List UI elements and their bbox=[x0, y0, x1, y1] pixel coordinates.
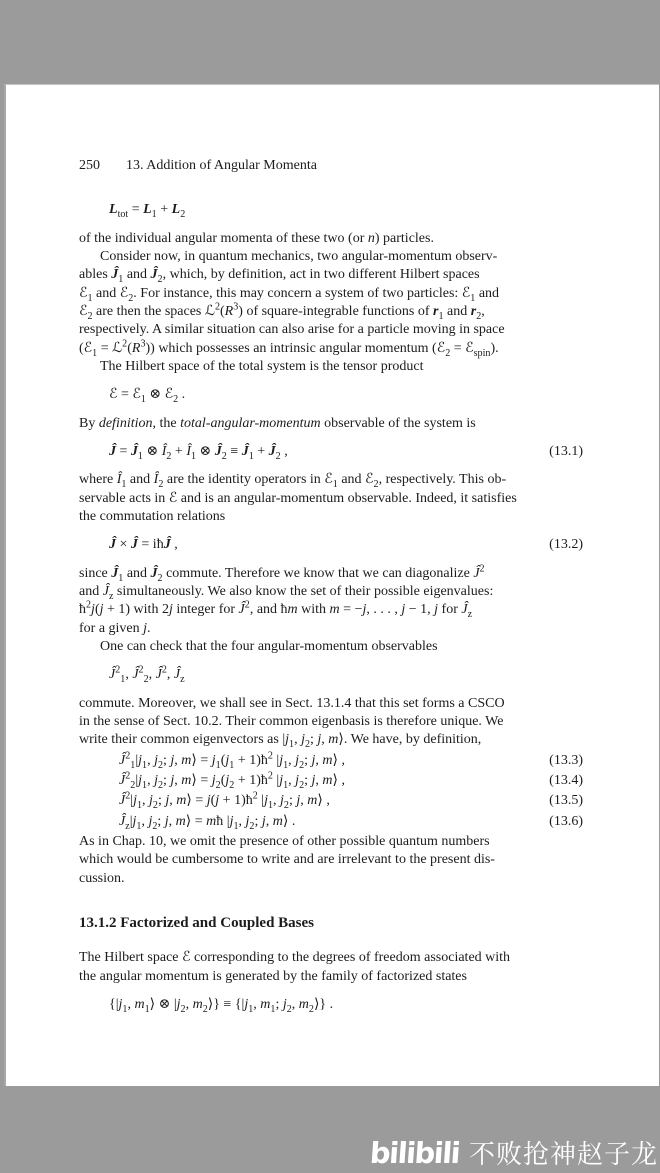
display-equation-ltot: $L_{tot} = L_1 + L_2$ bbox=[109, 202, 186, 221]
text-line: the angular momentum is generated by the family of factorized states bbox=[79, 968, 467, 984]
display-equation-tensor: ℰ = ℰ$_1$ ⊗ ℰ$_2$ . bbox=[109, 387, 186, 406]
text-line: in the sense of Sect. 10.2. Their common eigenbasis is therefore unique. We bbox=[79, 713, 504, 729]
text-line: of the individual angular momenta of these two (or n) particles. bbox=[79, 230, 434, 246]
text-line: write their common eigenvectors as $|j_1$, $j_2$; j, m⟩. We have, by definition, bbox=[79, 732, 482, 750]
text-line: The Hilbert space of the total system is the tensor product bbox=[100, 358, 424, 374]
text-line: By definition, the total-angular-momentum observable of the system is bbox=[79, 415, 476, 431]
equation-number: (13.3) bbox=[549, 752, 583, 768]
section-heading: 13.1.2 Factorized and Coupled Bases bbox=[79, 914, 315, 931]
text-line: cussion. bbox=[79, 870, 125, 886]
text-line: Consider now, in quantum mechanics, two angular-momentum observ- bbox=[100, 248, 498, 264]
display-equation: $Ĵ^2|j_1$, $j_2$; j, m⟩ = $j(j + 1)ħ^2$ $|j_1$, $j_2$; j, m⟩ , bbox=[119, 790, 330, 811]
equation-number: (13.5) bbox=[549, 793, 583, 809]
equation-row-13-6 bbox=[79, 813, 583, 831]
display-equation-factorized: {$|j_1$, $m_1⟩$ ⊗ $|j_2$, $m_2⟩\} \equiv \{|j_1$, $m_1$; $j_2$, $m_2⟩$} . bbox=[109, 997, 334, 1015]
watermark-text: 不败抢神赵子龙 bbox=[468, 1140, 658, 1170]
text-line: As in Chap. 10, we omit the presence of other possible quantum numbers bbox=[79, 833, 490, 849]
book-page bbox=[4, 84, 659, 1086]
equation-row-13-3 bbox=[79, 749, 583, 771]
text-line: respectively. A similar situation can also arise for a particle moving in space bbox=[79, 322, 505, 338]
text-line: and $Ĵ_z$ simultaneously. We also know the set of their possible eigenvalues: bbox=[79, 583, 494, 602]
text-line: the commutation relations bbox=[79, 508, 226, 524]
text-line: which would be cumbersome to write and are irrelevant to the present dis- bbox=[79, 852, 495, 868]
display-equation: Ĵ = $Ĵ_1$ ⊗ $Î_2$ + $Î_1$ ⊗ $Ĵ_2$ ≡ $Ĵ_1$ + $Ĵ_2$ , bbox=[109, 443, 288, 462]
text-line: ables $Ĵ_1$ and $Ĵ_2$, which, by definition, act in two different Hilbert spaces bbox=[79, 267, 480, 286]
display-equation: $Ĵ_z|j_1$, $j_2$; j, m⟩ = mħ $|j_1$, $j_2$; j, m⟩ . bbox=[119, 813, 296, 832]
page-content bbox=[6, 85, 659, 1014]
equation-number: (13.4) bbox=[549, 772, 583, 788]
text-line: ℰ$_2$ are then the spaces $ℒ^2(R^3)$ of square-integrable functions of $r_1$ and $r_2$, bbox=[79, 301, 485, 322]
page-number: 250 bbox=[79, 158, 100, 173]
display-equation: Ĵ × Ĵ = iħĴ , bbox=[109, 537, 178, 553]
equation-number: (13.1) bbox=[549, 443, 583, 459]
bilibili-logo: bilibili bbox=[368, 1136, 461, 1170]
equation-number: (13.6) bbox=[549, 813, 583, 829]
text-line: $ħ^2j(j + 1)$ with 2j integer for $Ĵ^2$, and ħm with m = −j, . . . , j − 1, j for $Ĵ_z$ bbox=[79, 599, 473, 621]
text-line: servable acts in ℰ and is an angular-momentum observable. Indeed, it satisfies bbox=[79, 490, 517, 506]
text-line: The Hilbert space ℰ corresponding to the degrees of freedom associated with bbox=[79, 950, 511, 966]
text-line: where $Î_1$ and $Î_2$ are the identity operators in ℰ$_1$ and ℰ$_2$, respectively. This ob- bbox=[79, 472, 507, 491]
text-line: commute. Moreover, we shall see in Sect. 13.1.4 that this set forms a CSCO bbox=[79, 695, 505, 711]
chapter-title: 13. Addition of Angular Momenta bbox=[126, 158, 317, 173]
equation-row-13-1 bbox=[79, 443, 583, 461]
equation-row-13-2 bbox=[79, 536, 583, 554]
text-line: (ℰ$_1$ = $ℒ^2(R^3)$) which possesses an intrinsic angular momentum (ℰ$_2$ = ℰ$_{spin}$). bbox=[79, 337, 499, 359]
equation-row-13-5 bbox=[79, 792, 583, 810]
display-equation: $Ĵ^2_1|j_1$, $j_2$; j, m⟩ = $j_1(j_1$ + $1)ħ^2$ $|j_1$, $j_2$; j, m⟩ , bbox=[119, 749, 345, 771]
watermark bbox=[370, 1134, 658, 1171]
equation-row-13-4 bbox=[79, 772, 583, 790]
text-line: ℰ$_1$ and ℰ$_2$. For instance, this may concern a system of two particles: ℰ$_1$ and bbox=[79, 285, 500, 304]
equation-number: (13.2) bbox=[549, 537, 583, 553]
text-line: One can check that the four angular-momentum observables bbox=[100, 638, 438, 654]
display-equation: $Ĵ^2_2|j_1$, $j_2$; j, m⟩ = $j_2(j_2$ + $1)ħ^2$ $|j_1$, $j_2$; j, m⟩ , bbox=[119, 770, 345, 791]
text-line: since $Ĵ_1$ and $Ĵ_2$ commute. Therefore we know that we can diagonalize $Ĵ^2$ bbox=[79, 562, 485, 584]
text-line: for a given j. bbox=[79, 620, 151, 636]
display-equation-observables: $Ĵ^2_1$, $Ĵ^2_2$, $Ĵ^2$, $Ĵ_z$ bbox=[109, 664, 185, 686]
running-header bbox=[79, 157, 583, 175]
